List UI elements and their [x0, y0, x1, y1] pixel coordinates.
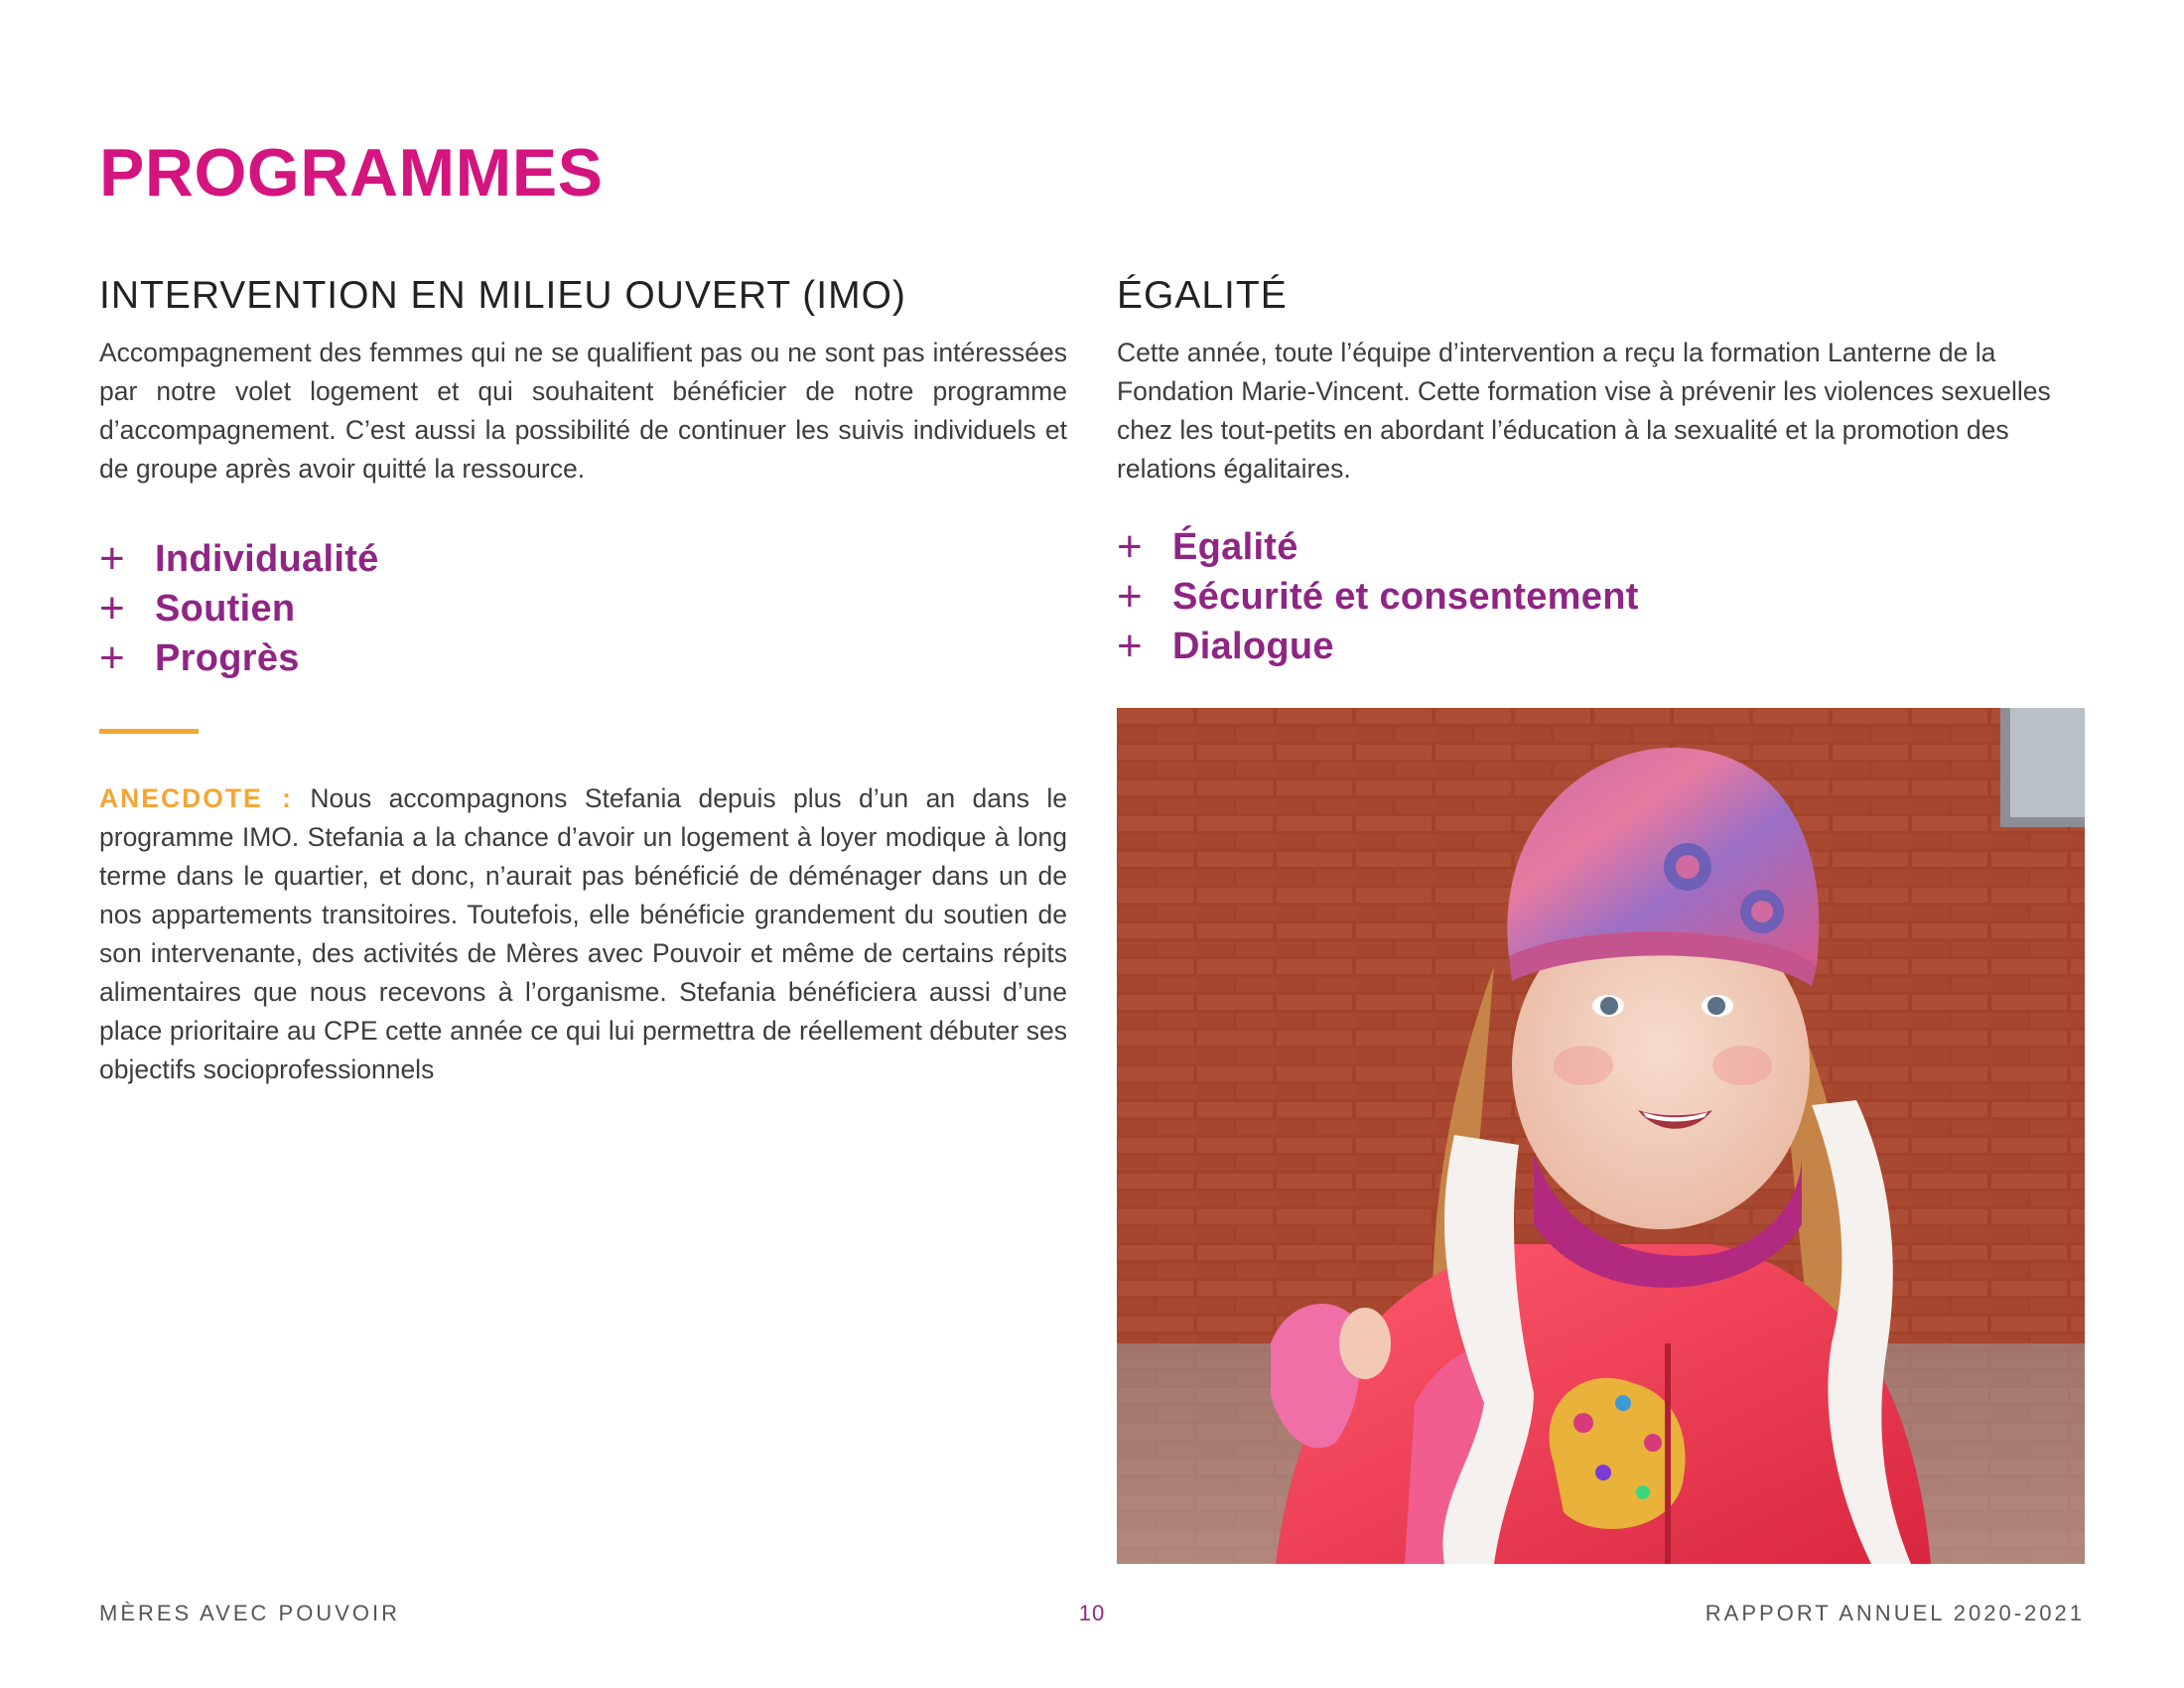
imo-section — [99, 268, 1067, 1089]
imo-paragraph: Accompagnement des femmes qui ne se qualifient pas ou ne sont pas intéressées par notre volet logement et qui souhaitent bénéficier de notre programme d’accompagnement. C’est aussi la possibilité de continuer les suivis individuels et de groupe après avoir quitté la ressource. — [99, 338, 1067, 484]
anecdote-paragraph — [99, 779, 1067, 1089]
imo-heading: INTERVENTION EN MILIEU OUVERT (IMO) — [99, 274, 906, 317]
egalite-heading: ÉGALITÉ — [1117, 274, 1288, 317]
list-item — [99, 633, 1067, 683]
list-item-label: Progrès — [155, 636, 300, 679]
page-title: PROGRAMMES — [99, 135, 604, 211]
footer-page-number: 10 — [1078, 1601, 1106, 1625]
child-photo — [1117, 708, 2085, 1564]
plus-icon: + — [1117, 522, 1143, 571]
egalite-values-list — [1117, 522, 2085, 671]
plus-icon: + — [99, 534, 125, 583]
orange-divider — [99, 729, 199, 734]
list-item-label: Égalité — [1172, 525, 1298, 568]
list-item — [1117, 522, 2085, 572]
egalite-paragraph: Cette année, toute l’équipe d’intervention a reçu la formation Lanterne de la Fondation Marie-Vincent. Cette formation vise à prévenir les violences sexuelles chez les tout-petits en abordant l’éducation à la sexualité et la promotion des relations égalitaires. — [1117, 338, 2051, 484]
list-item — [99, 534, 1067, 584]
egalite-section — [1117, 268, 2085, 671]
list-item — [1117, 622, 2085, 671]
footer-report-title: RAPPORT ANNUEL 2020-2021 — [1705, 1601, 2085, 1625]
list-item — [99, 584, 1067, 633]
footer-organization: MÈRES AVEC POUVOIR — [99, 1601, 400, 1625]
plus-icon: + — [1117, 572, 1143, 621]
list-item-label: Dialogue — [1172, 625, 1334, 667]
imo-values-list — [99, 534, 1067, 683]
list-item — [1117, 572, 2085, 622]
child-photo-illustration — [1117, 708, 2085, 1564]
list-item-label: Individualité — [155, 537, 379, 580]
plus-icon: + — [99, 584, 125, 633]
plus-icon: + — [1117, 622, 1143, 670]
plus-icon: + — [99, 633, 125, 682]
list-item-label: Sécurité et consentement — [1172, 575, 1639, 618]
list-item-label: Soutien — [155, 587, 296, 630]
anecdote-label: ANECDOTE : — [99, 783, 293, 813]
anecdote-text: Nous accompagnons Stefania depuis plus d’un an dans le programme IMO. Stefania a la chance d’avoir un logement à loyer modique à long terme dans le quartier, et donc, n’aurait pas bénéficié de déménager dans un de nos appartements transitoires. Toutefois, elle bénéficie grandement du soutien de son intervenante, des activités de Mères avec Pouvoir et même de certains répits alimentaires que nous recevons à l’organisme. Stefania bénéficiera aussi d’une place prioritaire au CPE cette année ce qui lui permettra de réellement débuter ses objectifs socioprofessionnels — [99, 783, 1067, 1084]
